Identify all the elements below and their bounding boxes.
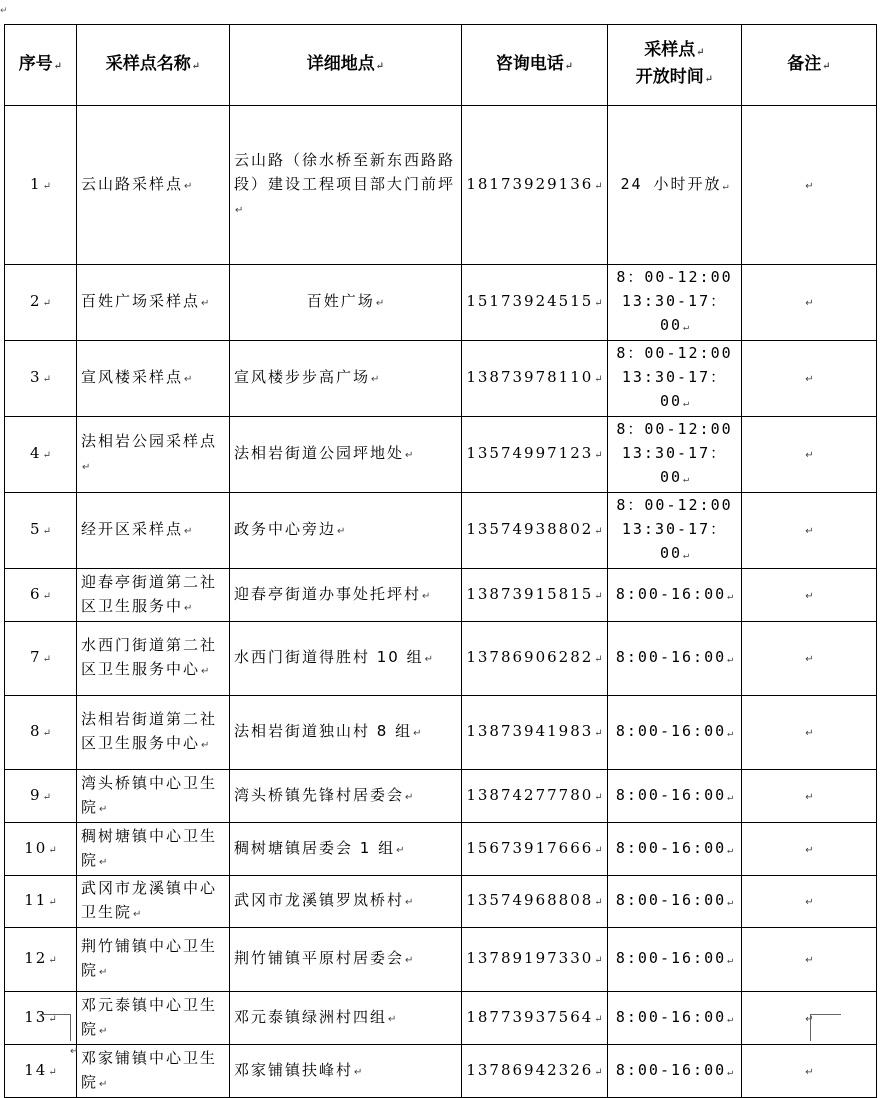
cell-site-name: 百姓广场采样点↵	[77, 265, 230, 341]
cell-address: 百姓广场↵	[230, 265, 462, 341]
cell-phone: 13873978110↵	[462, 341, 608, 417]
cell-address: 法相岩街道独山村 8 组↵	[230, 696, 462, 770]
table-row	[5, 106, 877, 265]
cell-hours: 8:00-16:00↵	[608, 1045, 742, 1098]
cell-phone: 13574968808↵	[462, 876, 608, 928]
cell-phone: 13874277780↵	[462, 770, 608, 823]
cell-index: 13↵	[5, 992, 77, 1045]
table-row	[5, 876, 877, 928]
cell-hours: 8:00-16:00↵	[608, 569, 742, 622]
cell-phone: 13789197330↵	[462, 928, 608, 992]
cell-hours: 8:00-16:00↵	[608, 770, 742, 823]
page-corner-mark-right	[810, 1014, 841, 1041]
cell-index: 6↵	[5, 569, 77, 622]
table-header-row	[5, 25, 877, 106]
cell-phone: 13786906282↵	[462, 622, 608, 696]
cell-remark: ↵	[742, 770, 877, 823]
cell-site-name: 邓元泰镇中心卫生院↵	[77, 992, 230, 1045]
cell-address: 法相岩街道公园坪地处↵	[230, 417, 462, 493]
cell-phone: 15173924515↵	[462, 265, 608, 341]
cell-remark: ↵	[742, 823, 877, 876]
cell-address: 迎春亭街道办事处托坪村↵	[230, 569, 462, 622]
cell-site-name: 云山路采样点↵	[77, 106, 230, 265]
cell-remark: ↵	[742, 992, 877, 1045]
cell-hours: 8:00-16:00↵	[608, 823, 742, 876]
cell-hours: 8:00-16:00↵	[608, 696, 742, 770]
cell-address: 湾头桥镇先锋村居委会↵	[230, 770, 462, 823]
cell-phone: 18173929136↵	[462, 106, 608, 265]
cell-remark: ↵	[742, 622, 877, 696]
cell-hours: 8:00-16:00↵	[608, 992, 742, 1045]
cell-site-name: 湾头桥镇中心卫生院↵	[77, 770, 230, 823]
cell-index: 7↵	[5, 622, 77, 696]
cell-index: 9↵	[5, 770, 77, 823]
cell-site-name: 稠树塘镇中心卫生院↵	[77, 823, 230, 876]
header-phone: 咨询电话↵	[462, 25, 608, 106]
table-row	[5, 928, 877, 992]
header-site-name: 采样点名称↵	[77, 25, 230, 106]
cell-remark: ↵	[742, 265, 877, 341]
cell-remark: ↵	[742, 1045, 877, 1098]
cell-address: 政务中心旁边↵	[230, 493, 462, 569]
cell-remark: ↵	[742, 417, 877, 493]
table-row	[5, 622, 877, 696]
cell-remark: ↵	[742, 493, 877, 569]
cell-site-name: 法相岩公园采样点↵	[77, 417, 230, 493]
cell-phone: 13873941983↵	[462, 696, 608, 770]
paragraph-mark-end: ↵	[70, 1046, 79, 1057]
cell-remark: ↵	[742, 106, 877, 265]
cell-remark: ↵	[742, 928, 877, 992]
table-row	[5, 823, 877, 876]
cell-index: 10↵	[5, 823, 77, 876]
cell-hours: 24 小时开放↵	[608, 106, 742, 265]
cell-address: 云山路（徐水桥至新东西路路段）建设工程项目部大门前坪↵	[230, 106, 462, 265]
cell-index: 5↵	[5, 493, 77, 569]
cell-address: 宣风楼步步高广场↵	[230, 341, 462, 417]
paragraph-mark: ↵	[0, 6, 8, 16]
cell-hours: 8：00-12:00 13:30-17：00↵	[608, 341, 742, 417]
page-corner-mark-left	[40, 1014, 71, 1041]
cell-index: 14↵	[5, 1045, 77, 1098]
cell-remark: ↵	[742, 341, 877, 417]
cell-phone: 13574997123↵	[462, 417, 608, 493]
cell-site-name: 荆竹铺镇中心卫生院↵	[77, 928, 230, 992]
cell-hours: 8:00-16:00↵	[608, 928, 742, 992]
table-body	[5, 106, 877, 1098]
cell-phone: 13786942326↵	[462, 1045, 608, 1098]
cell-address: 水西门街道得胜村 10 组↵	[230, 622, 462, 696]
table-row	[5, 770, 877, 823]
sampling-sites-table	[4, 24, 877, 1098]
header-remark: 备注↵	[742, 25, 877, 106]
cell-hours: 8:00-16:00↵	[608, 622, 742, 696]
header-hours: 采样点↵ 开放时间↵	[608, 25, 742, 106]
cell-index: 12↵	[5, 928, 77, 992]
header-address: 详细地点↵	[230, 25, 462, 106]
cell-site-name: 迎春亭街道第二社区卫生服务中↵	[77, 569, 230, 622]
cell-phone: 13574938802↵	[462, 493, 608, 569]
cell-hours: 8:00-16:00↵	[608, 876, 742, 928]
cell-index: 3↵	[5, 341, 77, 417]
cell-index: 8↵	[5, 696, 77, 770]
table-row	[5, 417, 877, 493]
cell-site-name: 经开区采样点↵	[77, 493, 230, 569]
table-row	[5, 569, 877, 622]
table-row	[5, 1045, 877, 1098]
header-index: 序号↵	[5, 25, 77, 106]
table-row	[5, 265, 877, 341]
cell-phone: 15673917666↵	[462, 823, 608, 876]
cell-site-name: 武冈市龙溪镇中心卫生院↵	[77, 876, 230, 928]
cell-index: 11↵	[5, 876, 77, 928]
cell-hours: 8：00-12:00 13:30-17：00↵	[608, 493, 742, 569]
cell-remark: ↵	[742, 696, 877, 770]
table-row	[5, 341, 877, 417]
cell-site-name: 水西门街道第二社区卫生服务中心↵	[77, 622, 230, 696]
cell-phone: 13873915815↵	[462, 569, 608, 622]
cell-site-name: 法相岩街道第二社区卫生服务中心↵	[77, 696, 230, 770]
cell-remark: ↵	[742, 876, 877, 928]
table-row	[5, 992, 877, 1045]
cell-address: 稠树塘镇居委会 1 组↵	[230, 823, 462, 876]
cell-address: 邓元泰镇绿洲村四组↵	[230, 992, 462, 1045]
cell-hours: 8：00-12:00 13:30-17：00↵	[608, 265, 742, 341]
cell-site-name: 邓家铺镇中心卫生院↵	[77, 1045, 230, 1098]
cell-address: 武冈市龙溪镇罗岚桥村↵	[230, 876, 462, 928]
table-row	[5, 696, 877, 770]
cell-index: 2↵	[5, 265, 77, 341]
cell-remark: ↵	[742, 569, 877, 622]
cell-phone: 18773937564↵	[462, 992, 608, 1045]
table-row	[5, 493, 877, 569]
cell-site-name: 宣风楼采样点↵	[77, 341, 230, 417]
cell-hours: 8：00-12:00 13:30-17：00↵	[608, 417, 742, 493]
cell-address: 邓家铺镇扶峰村↵	[230, 1045, 462, 1098]
cell-index: 4↵	[5, 417, 77, 493]
cell-index: 1↵	[5, 106, 77, 265]
cell-address: 荆竹铺镇平原村居委会↵	[230, 928, 462, 992]
